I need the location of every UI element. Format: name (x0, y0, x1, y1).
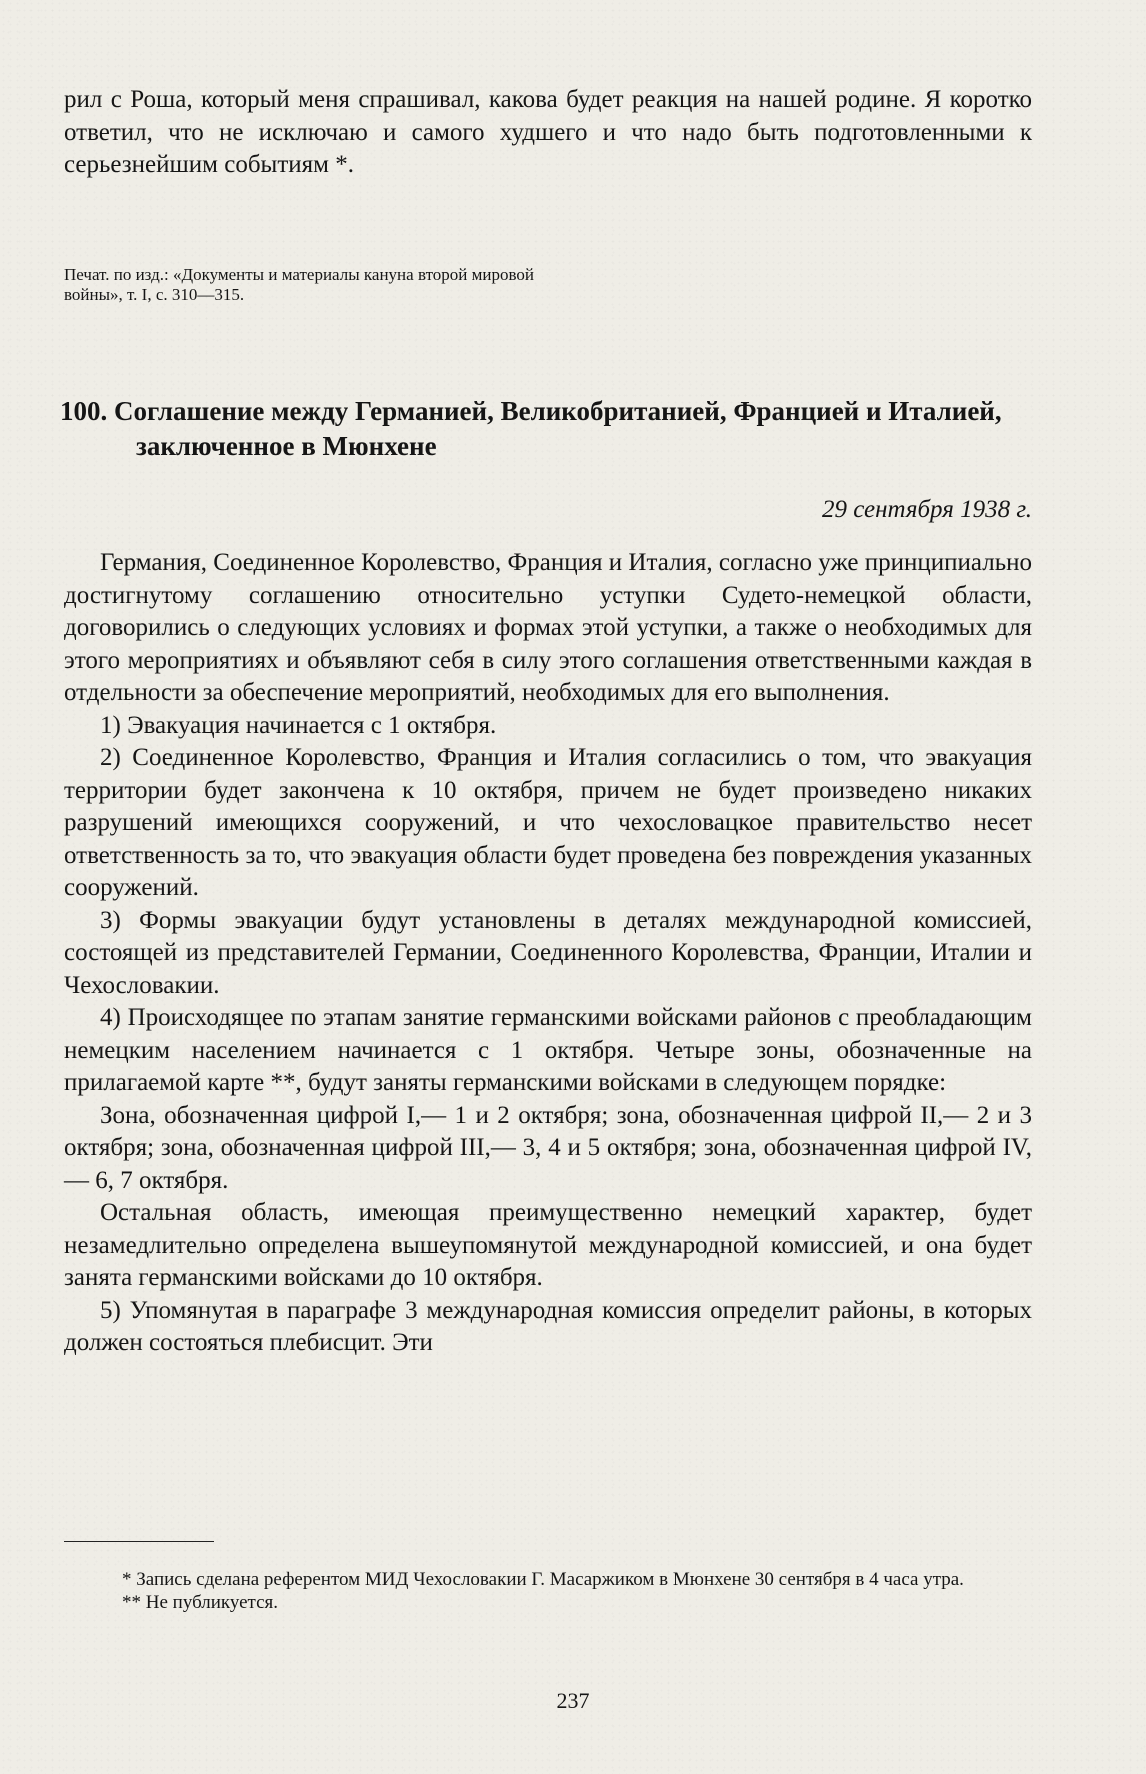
preamble-paragraph: Германия, Соединенное Королевство, Франция и Италия, согласно уже принципиально достигнутому соглашению относительно уступки Судето-немецкой области, договорились о следующих условиях и формах этой уступки, а также о необходимых для этого мероприятиях и объявляют себя в силу этого соглашения ответственными каждая в отдельности за обеспечение мероприятий, необходимых для его выполнения. (64, 549, 1032, 706)
document-date-text: 29 сентября 1938 г. (821, 496, 1032, 523)
document-date (64, 495, 1032, 525)
clause-1: 1) Эвакуация начинается с 1 октября. (100, 711, 497, 739)
clause-2: 2) Соединенное Королевство, Франция и Италия согласились о том, что эвакуация территории будет закончена к 10 октября, причем не будет произведено никаких разрушений имеющихся сооружений, и что чехословацкое правительство несет ответственность за то, что эвакуация области будет проведена без повреждения указанных сооружений. (64, 744, 1032, 901)
document-heading (60, 394, 1036, 464)
document-heading-text: 100. Соглашение между Германией, Великобританией, Францией и Италией, заключенное в Мюнхене (60, 396, 1002, 461)
footnotes (64, 1568, 1032, 1614)
page-number: 237 (556, 1688, 590, 1713)
clause-5: 5) Упомянутая в параграфе 3 международная комиссия определит районы, в которых должен состояться плебисцит. Эти (64, 1296, 1032, 1356)
document-body (64, 547, 1032, 1360)
top-paragraph-block (64, 84, 1032, 182)
clause-4-remaining-area: Остальная область, имеющая преимущественно немецкий характер, будет незамедлительно определена вышеупомянутой международной комиссией, и она будет занята германскими войсками до 10 октября. (64, 1199, 1032, 1291)
clause-4-zones: Зона, обозначенная цифрой I,— 1 и 2 октября; зона, обозначенная цифрой II,— 2 и 3 октября; зона, обозначенная цифрой III,— 3, 4 и 5 октября; зона, обозначенная цифрой IV,— 6, 7 октября. (64, 1101, 1032, 1194)
clause-3: 3) Формы эвакуации будут установлены в деталях международной комиссией, состоящей из представителей Германии, Соединенного Королевства, Франции, Италии и Чехословакии. (64, 906, 1032, 999)
footnote-2: ** Не публикуется. (122, 1592, 279, 1613)
source-note-text: Печат. по изд.: «Документы и материалы кануна второй мировой войны», т. I, с. 310—315. (64, 265, 534, 304)
footnote-rule (64, 1541, 214, 1542)
footnote-1: * Запись сделана референтом МИД Чехословакии Г. Масаржиком в Мюнхене 30 сентября в 4 часа утра. (122, 1569, 964, 1590)
clause-4: 4) Происходящее по этапам занятие германскими войсками районов с преобладающим немецким населением начинается с 1 октября. Четыре зоны, обозначенные на прилагаемой карте **, будут заняты германскими войсками в следующем порядке: (64, 1004, 1032, 1096)
top-paragraph: рил с Роша, который меня спрашивал, какова будет реакция на нашей родине. Я коротко ответил, что не исключаю и самого худшего и что надо быть подготовленными к серьезнейшим событиям *. (64, 86, 1032, 178)
source-note (64, 265, 534, 305)
